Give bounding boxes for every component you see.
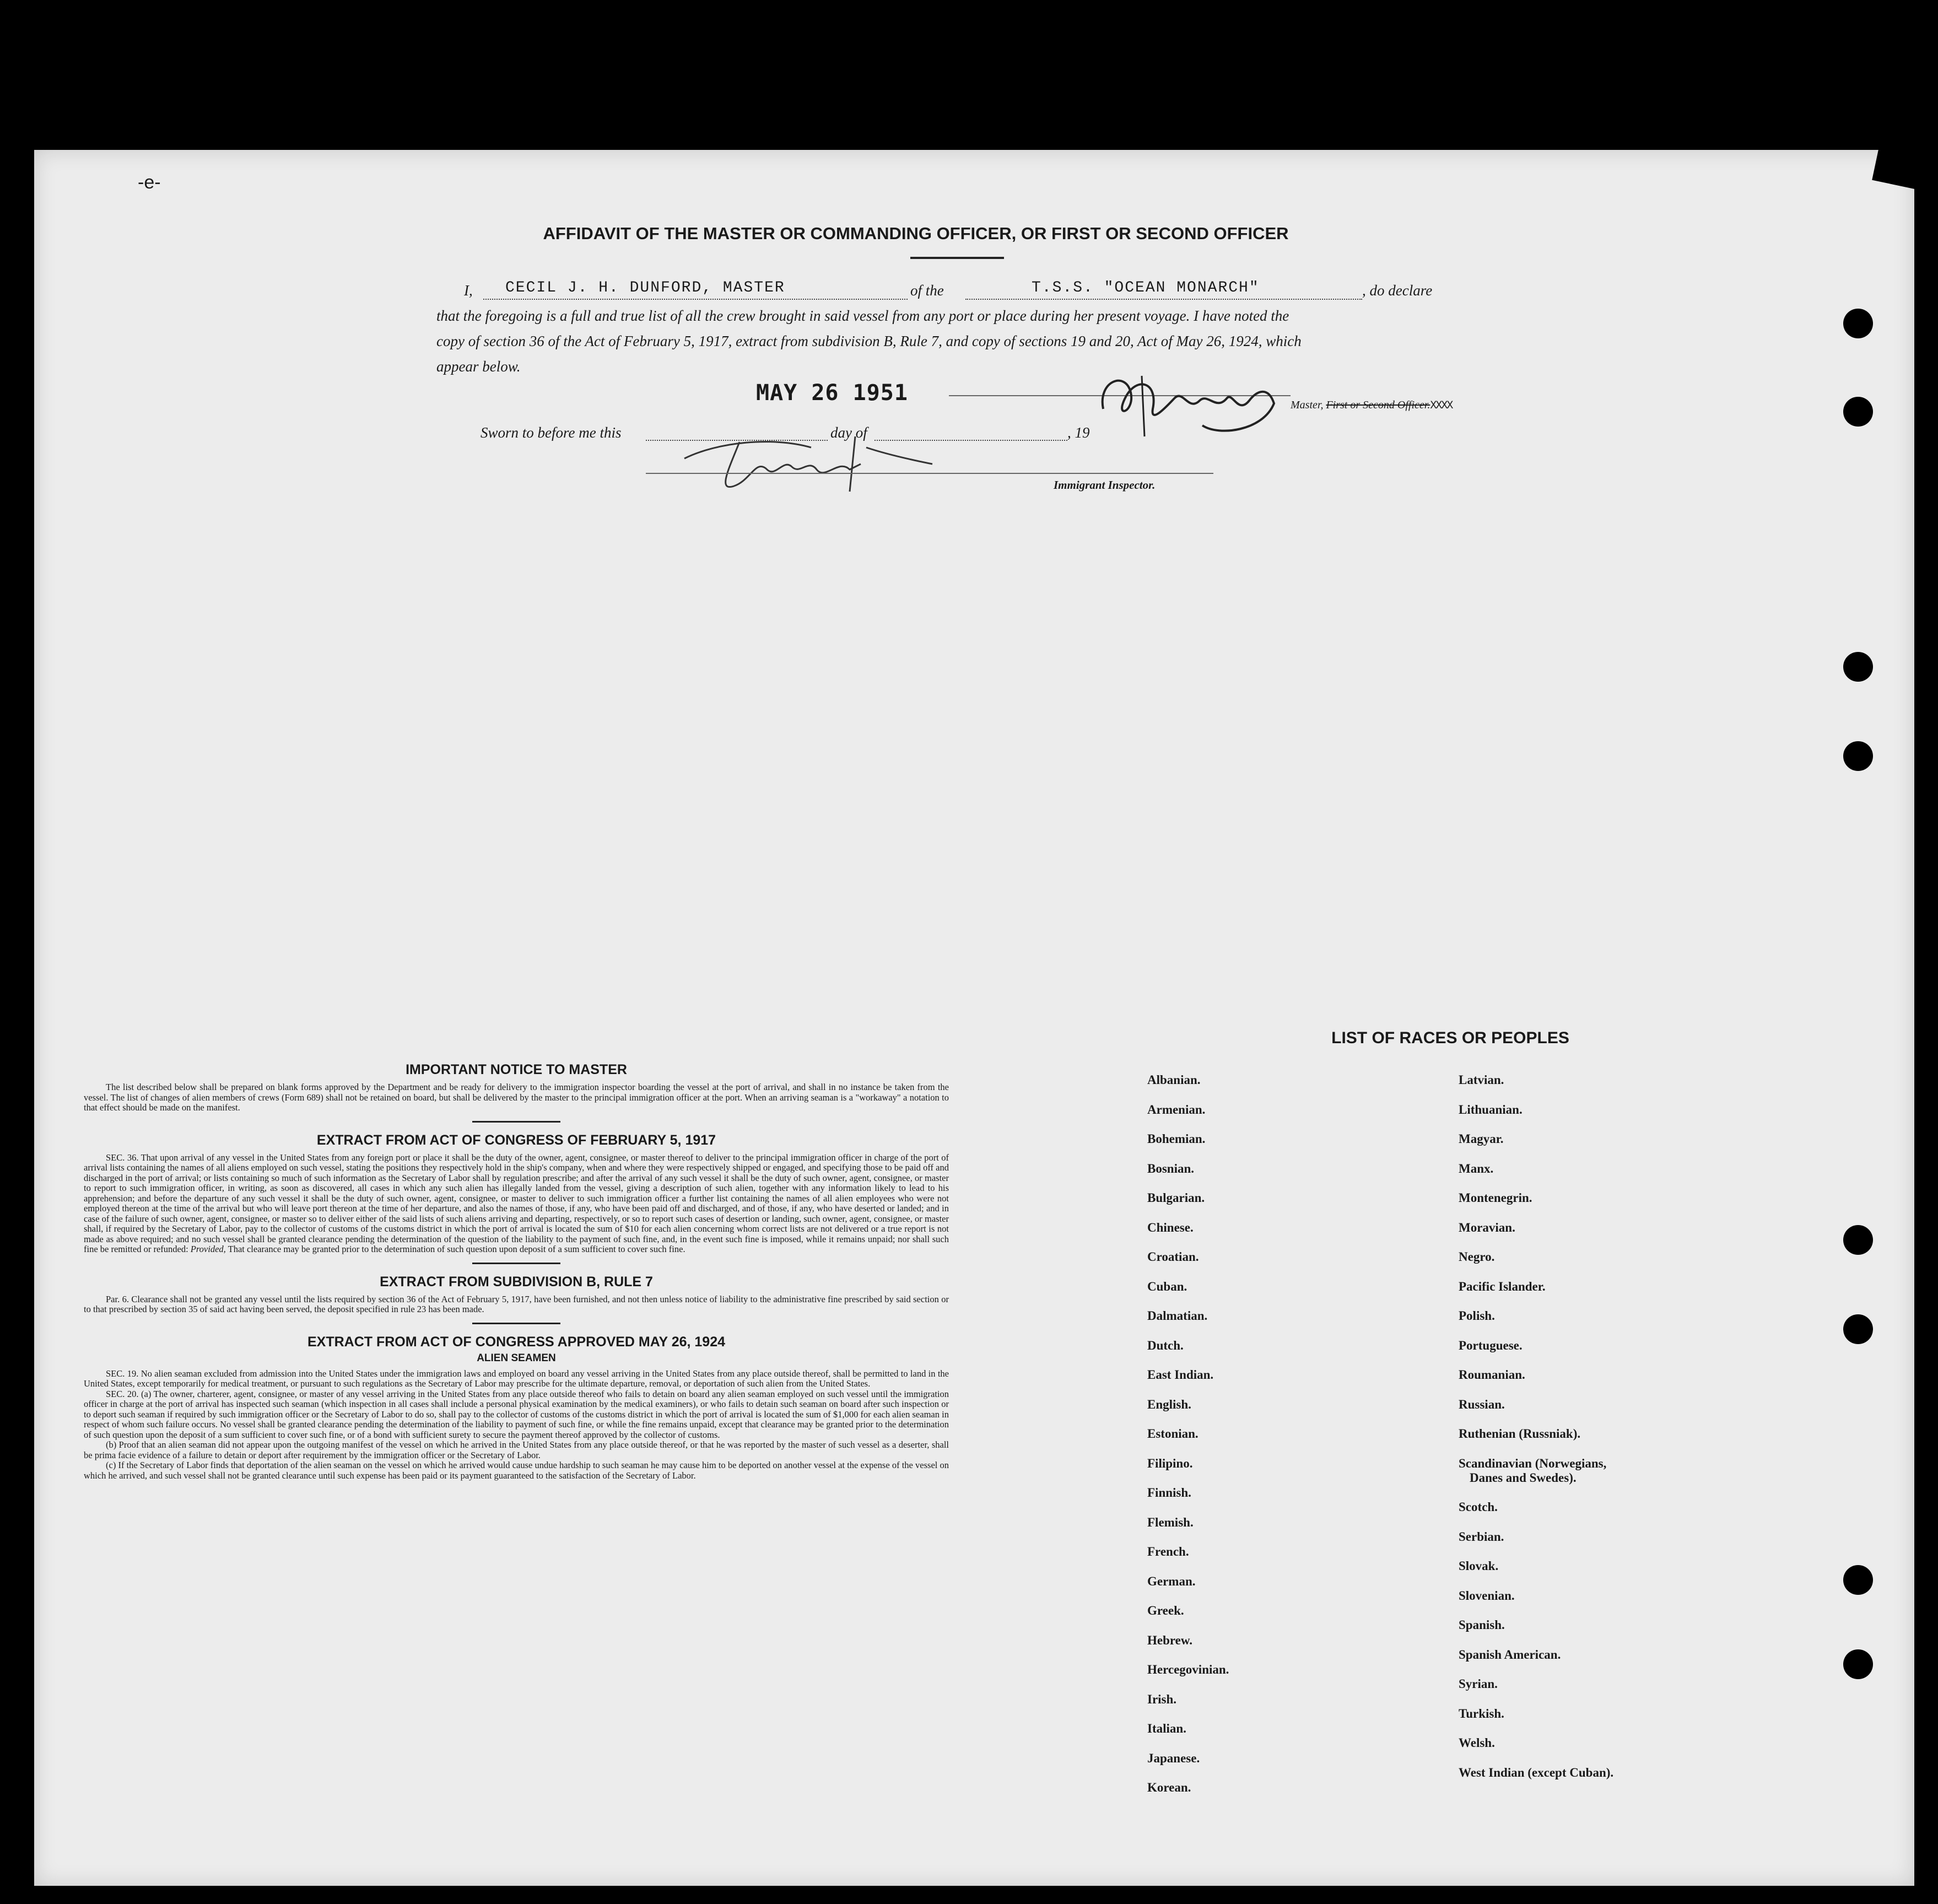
binder-hole	[1843, 397, 1873, 427]
extract-1924-body	[84, 1369, 949, 1481]
race-item: Spanish.	[1459, 1618, 1505, 1632]
race-item: Bulgarian.	[1147, 1191, 1205, 1205]
race-item: Syrian.	[1459, 1677, 1498, 1691]
sec36-text-a: SEC. 36. That upon arrival of any vessel in the United States from any foreign port or place it shall be the duty of the owner, agent, consignee, or master thereof to deliver to the principal immigration officer in charge of the port of arrival lists containing the names of all aliens employed on such vessel, stating the positions they respectively hold in the ship's company, when and where they were respectively shipped or engaged, and specifying those to be paid off and discharged in the port of arrival; or lists containing so much of such information as the Secretary of Labor shall by regulation prescribe; and after the arrival of any such vessel it shall be the duty of such owner, agent, consignee, or master to report to such immigration officer, in writing, as soon as discovered, all cases in which any such alien has illegally landed from the vessel, giving a description of such alien, together with any information likely to lead to his apprehension; and before the departure of any such vessel it shall be the duty of such owner, agent, consignee, or master to deliver to such immigration officer a further list containing the names of all alien employees who were not employed thereon at the time of the arrival but who will leave port thereon at the time of her departure, and also the names of those, if any, who have been paid off and discharged, and of those, if any, who have deserted or landed; and in case of the failure of such owner, agent, consignee, or master so to deliver either of the said lists of such aliens arriving and departing, respectively, or so to report such cases of desertion or landing, such owner, agent, consignee, or master shall, if required by the Secretary of Labor, pay to the collector of customs of the customs district in which the port of arrival is located the sum of $10 for each alien concerning whom correct lists are not delivered or a true report is not made as above required; and no such vessel shall be granted clearance pending the determination of the question of the liability to the payment of such fine, and, in the event such fine is imposed, while it remains unpaid; nor shall such fine be remitted or refunded:	[84, 1152, 949, 1254]
form-page	[34, 150, 1914, 1886]
race-item: Dalmatian.	[1147, 1309, 1208, 1323]
race-item: Montenegrin.	[1459, 1191, 1532, 1205]
race-item: Japanese.	[1147, 1751, 1200, 1765]
master-name-field	[483, 278, 908, 300]
affidavit-title: AFFIDAVIT OF THE MASTER OR COMMANDING OFFICER, OR FIRST OR SECOND OFFICER	[543, 224, 1289, 243]
year-label: , 19	[1067, 424, 1090, 441]
inspector-signature	[673, 425, 960, 503]
race-item: Finnish.	[1147, 1486, 1191, 1500]
race-item: Latvian.	[1459, 1073, 1504, 1087]
race-item: Scotch.	[1459, 1500, 1498, 1514]
race-item: Portuguese.	[1459, 1338, 1523, 1352]
date-stamp: MAY 26 1951	[756, 380, 908, 406]
race-item: Irish.	[1147, 1692, 1177, 1706]
race-item: Hebrew.	[1147, 1633, 1192, 1647]
sec20a-paragraph: SEC. 20. (a) The owner, charterer, agent, consignee, or master of any vessel arriving in the United States from any place outside thereof who fails to detain on board any alien seaman employed on such vessel until the immigration officer in charge at the port of arrival has inspected such seaman (which inspection in all cases shall include a personal physical examination by the medical examiners), or who fails to detain such seaman on board after such inspection or to deport such seaman if required by such immigration officer or the Secretary of Labor to do so, shall pay to the collector of customs of the customs district in which the port of arrival is located the sum of $1,000 for each alien seaman in respect of whom such failure occurs. No vessel shall be granted clearance pending the determination of the liability to payment of such fine, or while the fine remains unpaid, except that clearance may be granted prior to the determination of such question upon the deposit of a sum sufficient to cover such fine, or of a bond with sufficient surety to secure the payment thereof approved by the collector of customs.	[84, 1388, 949, 1440]
day-of-label: day of	[830, 424, 867, 441]
sec36-provided: Provided,	[190, 1244, 226, 1254]
sworn-label: Sworn to before me this	[481, 424, 622, 441]
race-item: East Indian.	[1147, 1368, 1214, 1382]
race-item: Italian.	[1147, 1722, 1186, 1735]
race-item: Filipino.	[1147, 1456, 1193, 1470]
race-item: Lithuanian.	[1459, 1102, 1523, 1116]
race-item: Flemish.	[1147, 1515, 1194, 1529]
notice-body	[84, 1082, 949, 1113]
binder-hole	[1843, 1565, 1873, 1595]
extract-1917-title: EXTRACT FROM ACT OF CONGRESS OF FEBRUARY 5, 1917	[316, 1132, 716, 1148]
race-item: German.	[1147, 1574, 1196, 1588]
race-item: Welsh.	[1459, 1736, 1495, 1750]
race-item: Russian.	[1459, 1397, 1505, 1411]
affidavit-line4: appear below.	[436, 358, 521, 375]
binder-hole	[1843, 652, 1873, 682]
sec20b-paragraph: (b) Proof that an alien seaman did not appear upon the outgoing manifest of the vessel on which he arrived in the United States from any place outside thereof, or that he was reported by the master of such vessel as a deserter, shall be prima facie evidence of a failure to detain or deport after requirement by the immigration officer or the Secretary of Labor.	[84, 1439, 949, 1460]
divider-2	[472, 1263, 560, 1264]
race-item: Hercegovinian.	[1147, 1663, 1229, 1676]
notice-title: IMPORTANT NOTICE TO MASTER	[406, 1062, 627, 1077]
page-mark: -e-	[138, 172, 161, 193]
race-item: Armenian.	[1147, 1102, 1206, 1116]
race-item: Polish.	[1459, 1309, 1495, 1323]
race-item: Slovak.	[1459, 1559, 1499, 1573]
vessel-name-field	[965, 278, 1362, 300]
master-caption-x: XXXX	[1430, 400, 1453, 412]
master-caption-struck: First or Second Officer.	[1326, 399, 1430, 411]
race-item: Korean.	[1147, 1781, 1191, 1794]
race-item: Albanian.	[1147, 1073, 1201, 1087]
extract-1924-title: EXTRACT FROM ACT OF CONGRESS APPROVED MAY 26, 1924	[307, 1334, 726, 1350]
race-item: Chinese.	[1147, 1220, 1194, 1234]
rule7-title: EXTRACT FROM SUBDIVISION B, RULE 7	[380, 1274, 653, 1290]
race-item: French.	[1147, 1545, 1189, 1558]
race-item: Manx.	[1459, 1161, 1494, 1175]
race-item: Croatian.	[1147, 1250, 1199, 1264]
inspector-signature-line	[646, 473, 1213, 474]
notice-section	[84, 1062, 949, 1481]
title-rule	[910, 257, 1004, 259]
inspector-caption: Immigrant Inspector.	[1054, 478, 1156, 492]
binder-hole	[1843, 1225, 1873, 1255]
rule7-body	[84, 1294, 949, 1315]
race-item: Scandinavian (Norwegians,	[1459, 1456, 1607, 1470]
race-item: English.	[1147, 1397, 1191, 1411]
sec19-paragraph: SEC. 19. No alien seaman excluded from admission into the United States under the immigration laws and employed on board any vessel arriving in the United States from any place outside thereof, shall be permitted to land in the United States, except temporarily for medical treatment, or pursuant to such regulations as the Secretary of Labor may prescribe for the ultimate departure, removal, or deportation of such alien from the United States.	[84, 1368, 949, 1389]
race-item: Estonian.	[1147, 1427, 1199, 1441]
binder-hole	[1843, 309, 1873, 338]
sec36-text-b: That clearance may be granted prior to the determination of such question upon deposit of a sum sufficient to cover such fine.	[225, 1244, 685, 1254]
race-item: Greek.	[1147, 1604, 1184, 1617]
race-item: Cuban.	[1147, 1279, 1187, 1293]
vessel-name: T.S.S. "OCEAN MONARCH"	[1032, 279, 1260, 296]
affidavit-line2: that the foregoing is a full and true list of all the crew brought in said vessel from any port or place during her present voyage. I have noted the	[436, 308, 1289, 324]
race-item: Roumanian.	[1459, 1368, 1525, 1382]
race-item: Turkish.	[1459, 1706, 1504, 1720]
i-label: I,	[464, 282, 473, 299]
race-item: Pacific Islander.	[1459, 1279, 1546, 1293]
binder-hole	[1843, 1649, 1873, 1679]
race-item: Bohemian.	[1147, 1132, 1206, 1146]
do-declare-label: , do declare	[1362, 282, 1433, 299]
race-item: Serbian.	[1459, 1529, 1504, 1544]
race-item: Slovenian.	[1459, 1588, 1515, 1603]
race-item: Bosnian.	[1147, 1161, 1195, 1175]
race-item: Magyar.	[1459, 1132, 1504, 1146]
race-item: Spanish American.	[1459, 1647, 1561, 1662]
master-caption	[1291, 399, 1452, 412]
notice-paragraph: The list described below shall be prepared on blank forms approved by the Department and be ready for delivery to the immigration inspector boarding the vessel at the port of arrival, and shall in no instance be taken from the vessel. The list of changes of alien members of crews (Form 689) shall not be retained on board, but shall be delivered by the master to the principal immigration officer at the port. When an arriving seaman is a "workaway" a notation to that effect should be made on the manifest.	[84, 1082, 949, 1113]
race-item: Danes and Swedes).	[1470, 1470, 1577, 1485]
master-name: CECIL J. H. DUNFORD, MASTER	[505, 279, 785, 296]
races-left-column	[1147, 1073, 1423, 1844]
of-the-label: of the	[910, 282, 944, 299]
extract-1924-subtitle: ALIEN SEAMEN	[477, 1352, 556, 1364]
race-item: Moravian.	[1459, 1220, 1515, 1234]
divider-1	[472, 1121, 560, 1123]
races-right-column	[1459, 1073, 1789, 1844]
races-title: LIST OF RACES OR PEOPLES	[1331, 1029, 1569, 1047]
divider-3	[472, 1323, 560, 1324]
affidavit-line1	[436, 278, 1511, 303]
race-item: West Indian (except Cuban).	[1459, 1765, 1614, 1779]
rule7-paragraph: Par. 6. Clearance shall not be granted any vessel until the lists required by section 36 of the Act of February 5, 1917, have been furnished, and not then unless notice of liability to the administrative fine prescribed by said section or to that prescribed by section 35 of said act having been served, the deposit specified in rule 23 has been made.	[84, 1293, 949, 1314]
affidavit-body	[436, 278, 1511, 379]
master-caption-label: Master,	[1291, 399, 1326, 411]
sec20c-paragraph: (c) If the Secretary of Labor finds that deportation of the alien seaman on the vessel on which he arrived would cause undue hardship to such seaman he may cause him to be deported on another vessel at the expense of the vessel on which he arrived, and such vessel shall not be granted clearance until such expense has been paid or its payment guaranteed to the satisfaction of the Secretary of Labor.	[84, 1460, 949, 1481]
sec36-paragraph	[84, 1153, 949, 1255]
extract-1917-body	[84, 1153, 949, 1255]
torn-corner	[1872, 150, 1914, 196]
race-item: Dutch.	[1147, 1338, 1184, 1352]
binder-hole	[1843, 1314, 1873, 1344]
binder-hole	[1843, 741, 1873, 771]
race-item: Ruthenian (Russniak).	[1459, 1427, 1581, 1441]
affidavit-line3: copy of section 36 of the Act of February 5, 1917, extract from subdivision B, Rule 7, and copy of sections 19 and 20, Act of May 26, 1924, which	[436, 333, 1302, 349]
race-item: Negro.	[1459, 1250, 1495, 1264]
